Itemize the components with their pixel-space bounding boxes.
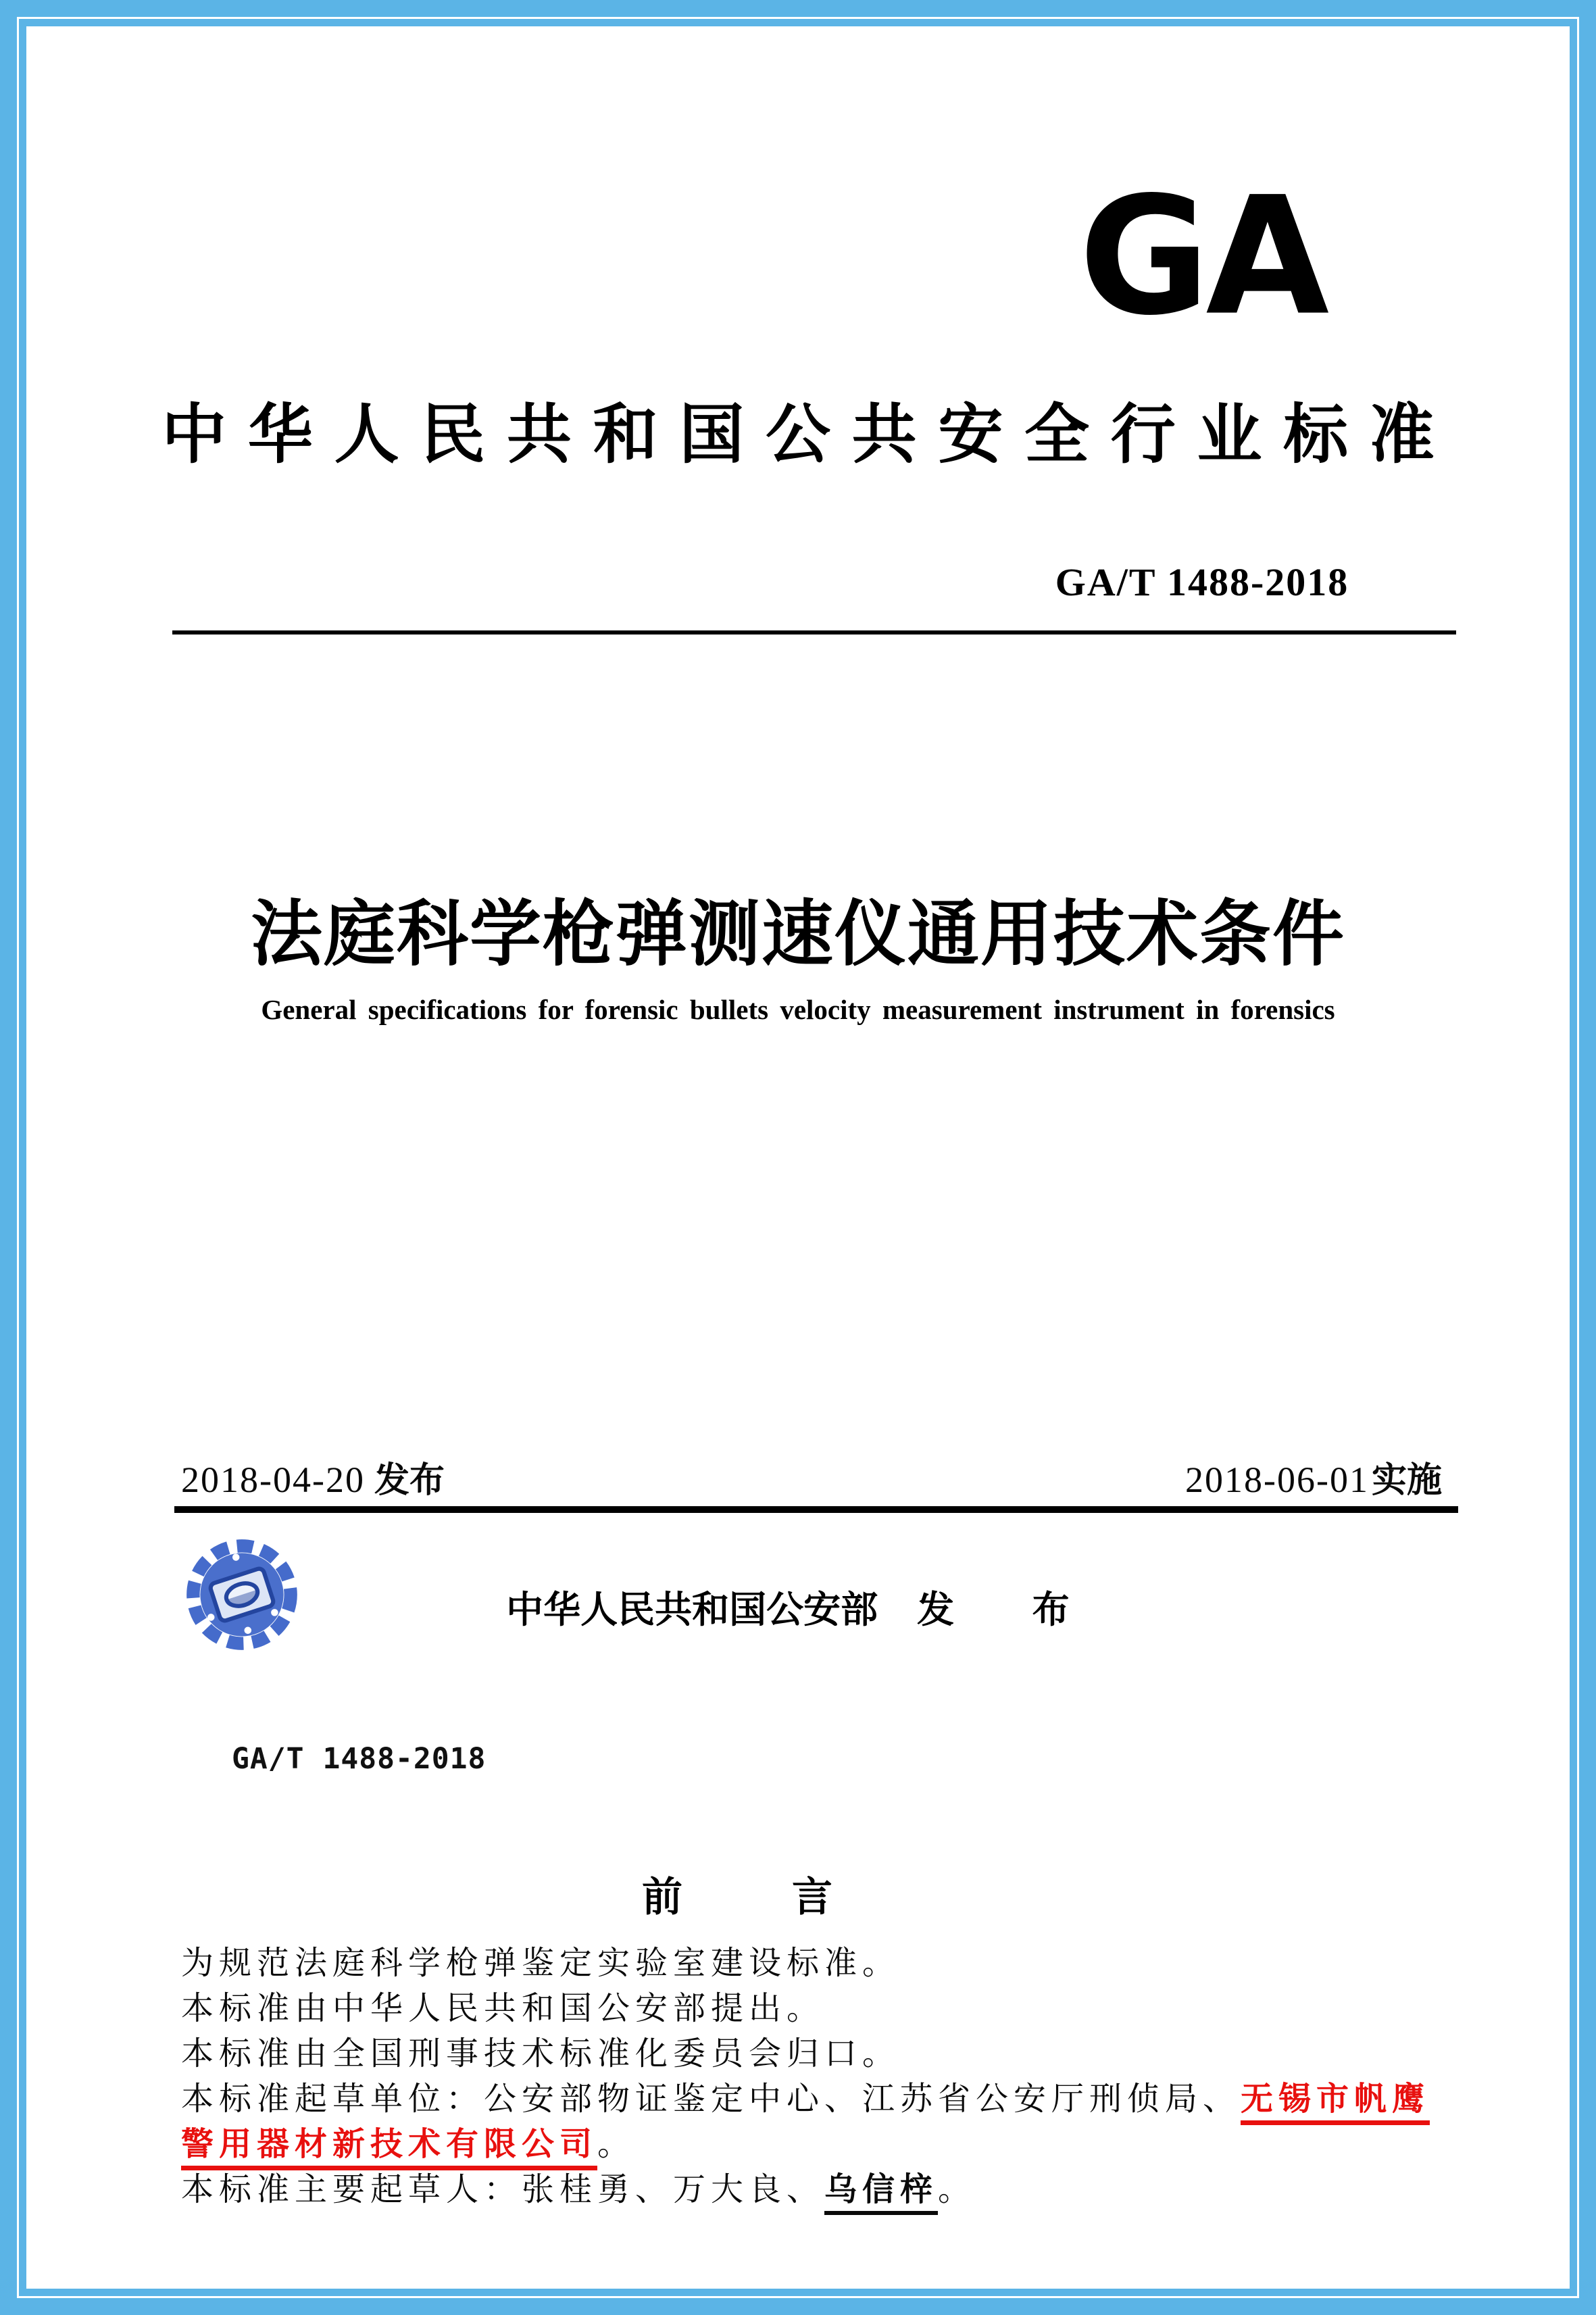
foreword-heading-char-1: 前 — [642, 1875, 682, 1920]
foreword-heading-char-2: 言 — [792, 1875, 832, 1920]
foreword-line-2: 本标准由中华人民共和国公安部提出。 — [181, 1991, 825, 2026]
standard-code-header: GA/T 1488-2018 — [1055, 560, 1349, 604]
foreword-line-6 — [181, 2167, 1474, 2212]
drafters-suffix: 。 — [938, 2172, 976, 2208]
issue-date-label: 发布 — [374, 1461, 445, 1500]
implementation-date: 2018-06-01 — [1185, 1460, 1369, 1500]
standard-type-heading: 中华人民共和国公共安全行业标准 — [161, 399, 1456, 471]
standard-code-footer: GA/T 1488-2018 — [232, 1742, 487, 1776]
foreword-line-1: 为规范法庭科学枪弹鉴定实验室建设标准。 — [181, 1945, 901, 1981]
foreword-heading — [642, 1865, 832, 1923]
drafters-prefix: 本标准主要起草人：张桂勇、万大良、 — [181, 2172, 825, 2208]
drafting-units-prefix: 本标准起草单位：公安部物证鉴定中心、江苏省公安厅刑侦局、 — [181, 2081, 1241, 2117]
header-rule — [172, 630, 1456, 634]
issue-date: 2018-04-20 — [181, 1460, 365, 1500]
issue-date-group — [181, 1451, 445, 1502]
page-title-english: General specifications for forensic bullets velocity measurement instrument in forensics — [261, 994, 1335, 1025]
publish-label: 发 布 — [917, 1589, 1090, 1631]
drafting-units-suffix: 。 — [597, 2126, 636, 2162]
drafting-unit-highlight-part-2: 警用器材新技术有限公司 — [181, 2126, 597, 2170]
foreword-line-4 — [181, 2076, 1474, 2122]
dates-row — [181, 1451, 1442, 1502]
drafting-unit-highlight-part-1: 无锡市帆鹰 — [1241, 2081, 1430, 2125]
footer-rule — [174, 1506, 1458, 1513]
implementation-date-label: 实施 — [1371, 1461, 1442, 1500]
foreword-body — [181, 1941, 1474, 2212]
publisher-line — [0, 1580, 1596, 1633]
drafter-name-highlight: 乌信梓 — [824, 2172, 938, 2215]
foreword-line-3: 本标准由全国刑事技术标准化委员会归口。 — [181, 2036, 901, 2072]
ga-logo: GA — [1078, 161, 1326, 351]
publisher-name: 中华人民共和国公安部 — [506, 1589, 878, 1631]
implementation-date-group — [1185, 1451, 1442, 1502]
foreword-line-5 — [181, 2122, 1474, 2167]
page-title: 法庭科学枪弹测速仪通用技术条件 — [251, 895, 1345, 974]
